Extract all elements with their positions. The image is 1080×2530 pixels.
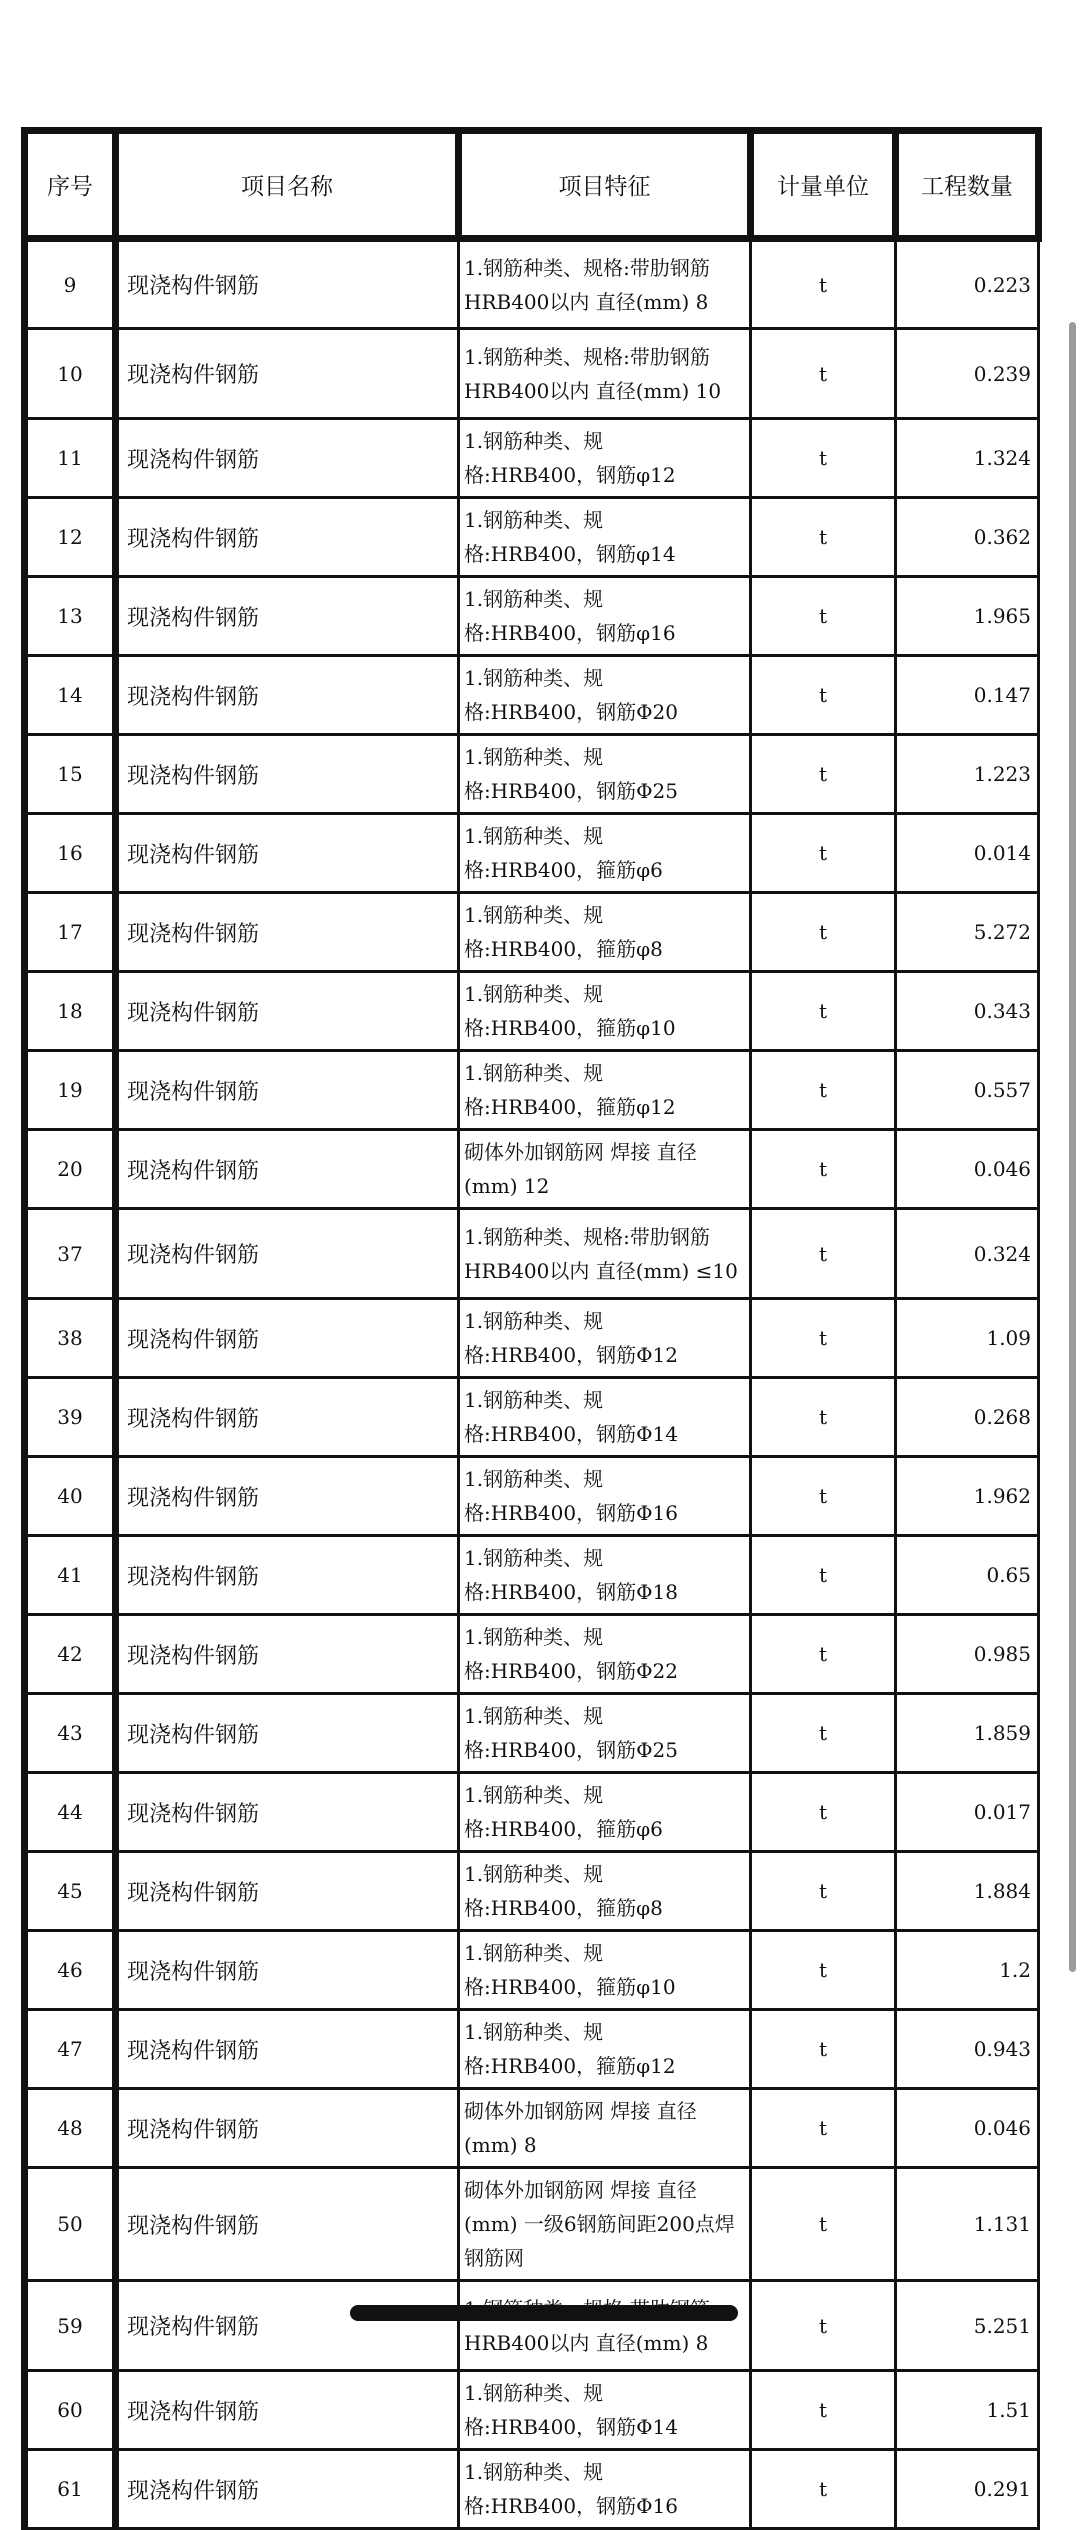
table-row [25, 656, 1039, 735]
cell-name: 现浇构件钢筋 [116, 577, 459, 656]
cell-name: 现浇构件钢筋 [116, 814, 459, 893]
cell-seq: 15 [25, 735, 116, 814]
cell-spec: 1.钢筋种类、规格:带肋钢筋 HRB400以内 直径(mm) 8 [459, 239, 751, 329]
cell-unit: t [751, 577, 896, 656]
cell-seq: 59 [25, 2281, 116, 2371]
table-row [25, 2450, 1039, 2529]
cell-seq: 61 [25, 2450, 116, 2529]
cell-name: 现浇构件钢筋 [116, 2089, 459, 2168]
cell-spec: 1.钢筋种类、规 格:HRB400，钢筋Φ25 [459, 735, 751, 814]
cell-seq: 11 [25, 419, 116, 498]
cell-seq: 40 [25, 1457, 116, 1536]
table-row [25, 1209, 1039, 1299]
header-name: 项目名称 [116, 131, 459, 239]
cell-name: 现浇构件钢筋 [116, 329, 459, 419]
cell-spec: 1.钢筋种类、规 格:HRB400，钢筋Φ14 [459, 1378, 751, 1457]
cell-qty: 0.985 [896, 1615, 1039, 1694]
cell-spec: 1.钢筋种类、规 格:HRB400，箍筋φ10 [459, 972, 751, 1051]
cell-unit: t [751, 1299, 896, 1378]
cell-qty: 1.884 [896, 1852, 1039, 1931]
table-row [25, 1130, 1039, 1209]
cell-unit: t [751, 419, 896, 498]
cell-name: 现浇构件钢筋 [116, 893, 459, 972]
cell-unit: t [751, 2168, 896, 2281]
cell-name: 现浇构件钢筋 [116, 1378, 459, 1457]
cell-qty: 0.017 [896, 1773, 1039, 1852]
cell-qty: 0.362 [896, 498, 1039, 577]
table-row [25, 2089, 1039, 2168]
table-row [25, 1378, 1039, 1457]
cell-unit: t [751, 1931, 896, 2010]
cell-spec: 砌体外加钢筋网 焊接 直径 (mm) 8 [459, 2089, 751, 2168]
cell-qty: 0.046 [896, 1130, 1039, 1209]
cell-name: 现浇构件钢筋 [116, 2371, 459, 2450]
cell-spec: 1.钢筋种类、规 格:HRB400，钢筋φ12 [459, 419, 751, 498]
table-row [25, 419, 1039, 498]
table-body [25, 239, 1039, 2529]
cell-seq: 37 [25, 1209, 116, 1299]
cell-name: 现浇构件钢筋 [116, 1130, 459, 1209]
cell-unit: t [751, 2450, 896, 2529]
cell-spec: 1.钢筋种类、规 格:HRB400，钢筋Φ12 [459, 1299, 751, 1378]
table-row [25, 1931, 1039, 2010]
cell-name: 现浇构件钢筋 [116, 2450, 459, 2529]
cell-name: 现浇构件钢筋 [116, 2281, 459, 2371]
cell-name: 现浇构件钢筋 [116, 1694, 459, 1773]
cell-seq: 43 [25, 1694, 116, 1773]
cell-spec: 1.钢筋种类、规 格:HRB400，钢筋Φ16 [459, 2450, 751, 2529]
cell-name: 现浇构件钢筋 [116, 656, 459, 735]
cell-seq: 13 [25, 577, 116, 656]
table-row [25, 329, 1039, 419]
cell-unit: t [751, 2281, 896, 2371]
cell-qty: 0.014 [896, 814, 1039, 893]
cell-unit: t [751, 2089, 896, 2168]
cell-unit: t [751, 498, 896, 577]
table-row [25, 1615, 1039, 1694]
cell-unit: t [751, 1852, 896, 1931]
cell-unit: t [751, 1457, 896, 1536]
cell-seq: 60 [25, 2371, 116, 2450]
cell-seq: 39 [25, 1378, 116, 1457]
cell-qty: 1.962 [896, 1457, 1039, 1536]
cell-qty: 0.291 [896, 2450, 1039, 2529]
table-row [25, 1773, 1039, 1852]
header-qty: 工程数量 [896, 131, 1039, 239]
cell-name: 现浇构件钢筋 [116, 1615, 459, 1694]
cell-name: 现浇构件钢筋 [116, 1931, 459, 2010]
cell-name: 现浇构件钢筋 [116, 498, 459, 577]
cell-unit: t [751, 1209, 896, 1299]
cell-qty: 1.51 [896, 2371, 1039, 2450]
cell-seq: 16 [25, 814, 116, 893]
cell-spec: 1.钢筋种类、规 格:HRB400，钢筋Φ22 [459, 1615, 751, 1694]
cell-seq: 12 [25, 498, 116, 577]
cell-name: 现浇构件钢筋 [116, 2168, 459, 2281]
cell-unit: t [751, 972, 896, 1051]
table-row [25, 239, 1039, 329]
table-row [25, 2371, 1039, 2450]
cell-qty: 1.965 [896, 577, 1039, 656]
table-row [25, 1051, 1039, 1130]
cell-spec: HRB400以内 直径(mm) 8 [459, 2281, 751, 2371]
table-row [25, 1299, 1039, 1378]
header-spec: 项目特征 [459, 131, 751, 239]
cell-spec: 1.钢筋种类、规 格:HRB400，箍筋φ8 [459, 1852, 751, 1931]
cell-name: 现浇构件钢筋 [116, 2010, 459, 2089]
cell-name: 现浇构件钢筋 [116, 1457, 459, 1536]
cell-qty: 0.65 [896, 1536, 1039, 1615]
cell-unit: t [751, 1615, 896, 1694]
cell-unit: t [751, 893, 896, 972]
cell-seq: 47 [25, 2010, 116, 2089]
cell-spec: 1.钢筋种类、规 格:HRB400，箍筋φ12 [459, 1051, 751, 1130]
cell-qty: 0.557 [896, 1051, 1039, 1130]
cell-name: 现浇构件钢筋 [116, 1051, 459, 1130]
cell-seq: 41 [25, 1536, 116, 1615]
cell-qty: 0.046 [896, 2089, 1039, 2168]
table-row [25, 1694, 1039, 1773]
cell-spec: 1.钢筋种类、规 格:HRB400，箍筋φ6 [459, 814, 751, 893]
cell-qty: 1.859 [896, 1694, 1039, 1773]
cell-seq: 46 [25, 1931, 116, 2010]
table-row [25, 498, 1039, 577]
table-row [25, 1536, 1039, 1615]
table-row [25, 1457, 1039, 1536]
cell-qty: 0.223 [896, 239, 1039, 329]
cell-qty: 0.943 [896, 2010, 1039, 2089]
cell-seq: 38 [25, 1299, 116, 1378]
table-row [25, 2010, 1039, 2089]
cell-qty: 5.272 [896, 893, 1039, 972]
cell-name: 现浇构件钢筋 [116, 419, 459, 498]
cell-qty: 0.147 [896, 656, 1039, 735]
cell-name: 现浇构件钢筋 [116, 972, 459, 1051]
cell-qty: 1.324 [896, 419, 1039, 498]
vertical-scrollbar[interactable] [1069, 322, 1076, 1972]
cell-unit: t [751, 1773, 896, 1852]
cell-unit: t [751, 1378, 896, 1457]
table-row [25, 577, 1039, 656]
cell-spec: 砌体外加钢筋网 焊接 直径 (mm) 12 [459, 1130, 751, 1209]
cell-unit: t [751, 1536, 896, 1615]
header-unit: 计量单位 [751, 131, 896, 239]
cell-unit: t [751, 1051, 896, 1130]
cell-spec: 砌体外加钢筋网 焊接 直径 (mm) 一级6钢筋间距200点焊 钢筋网 [459, 2168, 751, 2281]
cell-name: 现浇构件钢筋 [116, 1299, 459, 1378]
cell-unit: t [751, 656, 896, 735]
cell-seq: 42 [25, 1615, 116, 1694]
cell-spec: 1.钢筋种类、规 格:HRB400，钢筋Φ14 [459, 2371, 751, 2450]
cell-seq: 14 [25, 656, 116, 735]
cell-name: 现浇构件钢筋 [116, 1209, 459, 1299]
cell-qty: 5.251 [896, 2281, 1039, 2371]
cell-unit: t [751, 1694, 896, 1773]
header-row [25, 131, 1039, 239]
cell-qty: 0.239 [896, 329, 1039, 419]
cell-seq: 48 [25, 2089, 116, 2168]
table-row [25, 2168, 1039, 2281]
cell-spec: 1.钢筋种类、规 格:HRB400，箍筋φ12 [459, 2010, 751, 2089]
cell-name: 现浇构件钢筋 [116, 239, 459, 329]
cell-seq: 9 [25, 239, 116, 329]
cell-unit: t [751, 2010, 896, 2089]
table-row [25, 1852, 1039, 1931]
cell-spec: 1.钢筋种类、规 格:HRB400，箍筋φ8 [459, 893, 751, 972]
cell-seq: 45 [25, 1852, 116, 1931]
cell-name: 现浇构件钢筋 [116, 1536, 459, 1615]
cell-spec: 1.钢筋种类、规格:带肋钢筋 HRB400以内 直径(mm) 10 [459, 329, 751, 419]
cell-spec: 1.钢筋种类、规 格:HRB400，箍筋φ10 [459, 1931, 751, 2010]
header-seq: 序号 [25, 131, 116, 239]
cell-name: 现浇构件钢筋 [116, 1773, 459, 1852]
cell-seq: 18 [25, 972, 116, 1051]
cell-unit: t [751, 2371, 896, 2450]
cell-unit: t [751, 329, 896, 419]
cell-spec: 1.钢筋种类、规 格:HRB400，钢筋φ14 [459, 498, 751, 577]
table-row [25, 2281, 1039, 2371]
cell-qty: 1.2 [896, 1931, 1039, 2010]
home-indicator[interactable] [350, 2305, 738, 2321]
cell-spec: 1.钢筋种类、规 格:HRB400，钢筋Φ20 [459, 656, 751, 735]
table-row [25, 814, 1039, 893]
cell-seq: 10 [25, 329, 116, 419]
cell-qty: 0.268 [896, 1378, 1039, 1457]
cell-seq: 19 [25, 1051, 116, 1130]
cell-unit: t [751, 1130, 896, 1209]
cell-qty: 1.09 [896, 1299, 1039, 1378]
cell-qty: 0.343 [896, 972, 1039, 1051]
cell-seq: 17 [25, 893, 116, 972]
cell-spec: 1.钢筋种类、规 格:HRB400，钢筋Φ16 [459, 1457, 751, 1536]
table-row [25, 735, 1039, 814]
table-row [25, 893, 1039, 972]
cell-spec: 1.钢筋种类、规 格:HRB400，钢筋φ16 [459, 577, 751, 656]
cell-unit: t [751, 735, 896, 814]
cell-unit: t [751, 814, 896, 893]
cell-seq: 44 [25, 1773, 116, 1852]
cell-seq: 50 [25, 2168, 116, 2281]
cell-name: 现浇构件钢筋 [116, 1852, 459, 1931]
table-row [25, 972, 1039, 1051]
cell-spec: 1.钢筋种类、规 格:HRB400，钢筋Φ25 [459, 1694, 751, 1773]
cell-qty: 1.223 [896, 735, 1039, 814]
cell-unit: t [751, 239, 896, 329]
cell-qty: 1.131 [896, 2168, 1039, 2281]
cell-name: 现浇构件钢筋 [116, 735, 459, 814]
cell-spec: 1.钢筋种类、规格:带肋钢筋 HRB400以内 直径(mm) ≤10 [459, 1209, 751, 1299]
cell-qty: 0.324 [896, 1209, 1039, 1299]
cell-spec: 1.钢筋种类、规 格:HRB400，钢筋Φ18 [459, 1536, 751, 1615]
bill-of-quantities-table [21, 127, 1042, 2530]
cell-seq: 20 [25, 1130, 116, 1209]
cell-spec: 1.钢筋种类、规 格:HRB400，箍筋φ6 [459, 1773, 751, 1852]
